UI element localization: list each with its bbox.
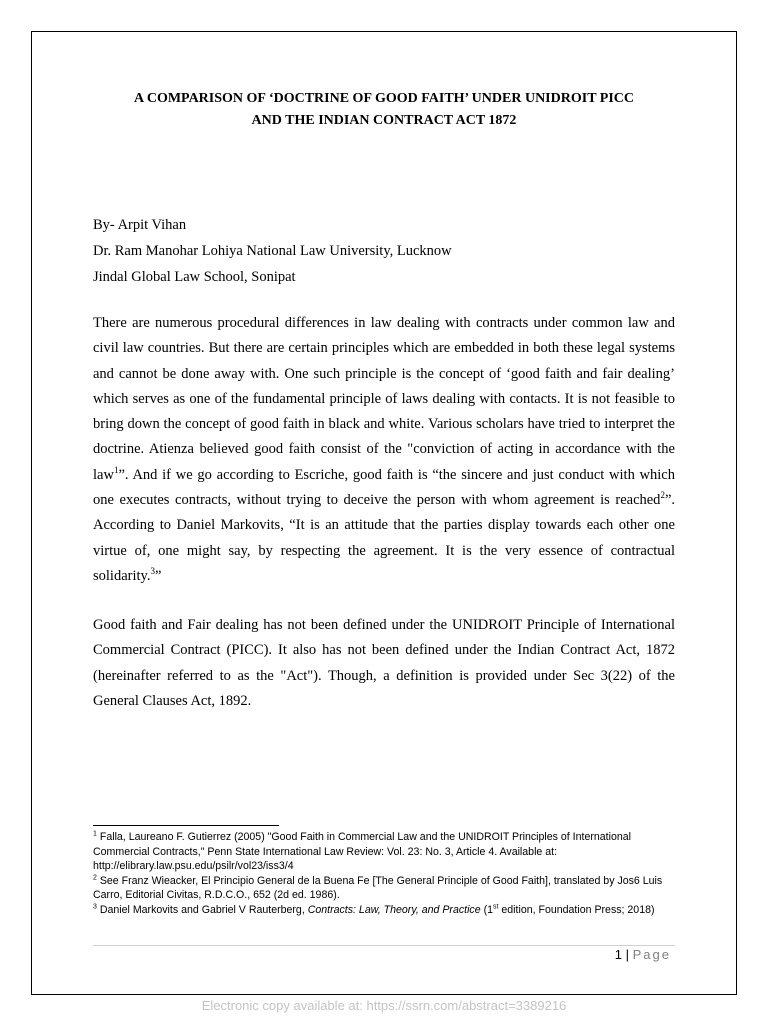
footnote-2 bbox=[93, 874, 683, 903]
page-number bbox=[615, 947, 671, 962]
author-affiliation-1: Dr. Ram Manohar Lohiya National Law University, Lucknow bbox=[93, 243, 452, 259]
title-line-1: A COMPARISON OF ‘DOCTRINE OF GOOD FAITH’ UNDER UNIDROIT PICC bbox=[134, 91, 634, 106]
page-number-value: 1 bbox=[614, 947, 623, 962]
footnote-text: (1 bbox=[480, 903, 493, 916]
footnote-marker: 1 bbox=[93, 830, 97, 838]
footer-rule bbox=[93, 945, 675, 946]
paragraph-text: ”. According to Daniel Markovits, “It is an attitude that the parties display towards each other one virtue of, one might say, by respecting the agreement. It is the very essence of contractual solidarity. bbox=[93, 492, 675, 584]
footnote-text: edition, Foundation Press; 2018) bbox=[498, 903, 655, 916]
footnotes bbox=[93, 830, 683, 918]
paragraph-text: ”. And if we go according to Escriche, good faith is “the sincere and just conduct with which one executes contracts, without trying to deceive the person with whom agreement is reached bbox=[93, 466, 675, 509]
footnote-text: See Franz Wieacker, El Principio General de la Buena Fe [The General Principle of Good Faith], translated by Jos6 Luis Carro, Editorial Civitas, R.D.C.O., 652 (2d ed. 1986). bbox=[93, 874, 663, 902]
footnote-ref-2[interactable]: 2 bbox=[660, 490, 665, 501]
edition-suffix: st bbox=[493, 903, 499, 911]
footnote-text: Daniel Markovits and Gabriel V Rauterberg, bbox=[96, 903, 308, 916]
page-word: Page bbox=[632, 947, 671, 962]
footnote-1 bbox=[93, 830, 683, 874]
footnote-ref-1[interactable]: 1 bbox=[113, 464, 119, 475]
footnote-ref-3[interactable]: 3 bbox=[150, 566, 155, 577]
footnote-text: Falla, Laureano F. Gutierrez (2005) "Good Faith in Commercial Law and the UNIDROIT Principles of International Commercial Contracts," Penn State International Law Review: Vol. 23: No. 3, Article 4. Available at: http://elibrary.law.psu.edu/psilr/vol23/iss3/4 bbox=[93, 831, 631, 873]
page-number-separator: | bbox=[622, 947, 633, 962]
paragraph-text: There are numerous procedural differences in law dealing with contracts under common law and civil law countries. But there are certain principles which are embedded in both these legal systems and cannot be done away with. One such principle is the concept of ‘good faith and fair dealing’ which serves as one of the fundamental principle of laws dealing with contacts. It is not feasible to bring down the concept of good faith in black and white. Various scholars have tried to interpret the doctrine. Atienza believed good faith consist of the "conviction of acting in accordance with the law bbox=[93, 315, 675, 483]
book-title: Contracts: Law, Theory, and Practice bbox=[307, 903, 481, 916]
title-line-2: AND THE INDIAN CONTRACT ACT 1872 bbox=[251, 113, 517, 128]
body-paragraph-1 bbox=[93, 311, 675, 589]
footnote-marker: 2 bbox=[93, 874, 97, 882]
author-block bbox=[93, 212, 675, 290]
author-affiliation-2: Jindal Global Law School, Sonipat bbox=[93, 269, 296, 285]
author-byline: By- Arpit Vihan bbox=[93, 217, 187, 233]
ssrn-availability-note[interactable]: Electronic copy available at: https://ssrn.com/abstract=3389216 bbox=[201, 998, 567, 1013]
paragraph-text: ” bbox=[154, 567, 162, 584]
footnote-3 bbox=[93, 903, 683, 918]
body-paragraph-2: Good faith and Fair dealing has not been defined under the UNIDROIT Principle of International Commercial Contract (PICC). It also has not been defined under the Indian Contract Act, 1872 (hereinafter referred to as the "Act"). Though, a definition is provided under Sec 3(22) of the General Clauses Act, 1892. bbox=[93, 617, 675, 709]
footnote-marker: 3 bbox=[93, 903, 97, 911]
footnote-separator bbox=[93, 825, 279, 826]
paper-title bbox=[93, 88, 675, 132]
